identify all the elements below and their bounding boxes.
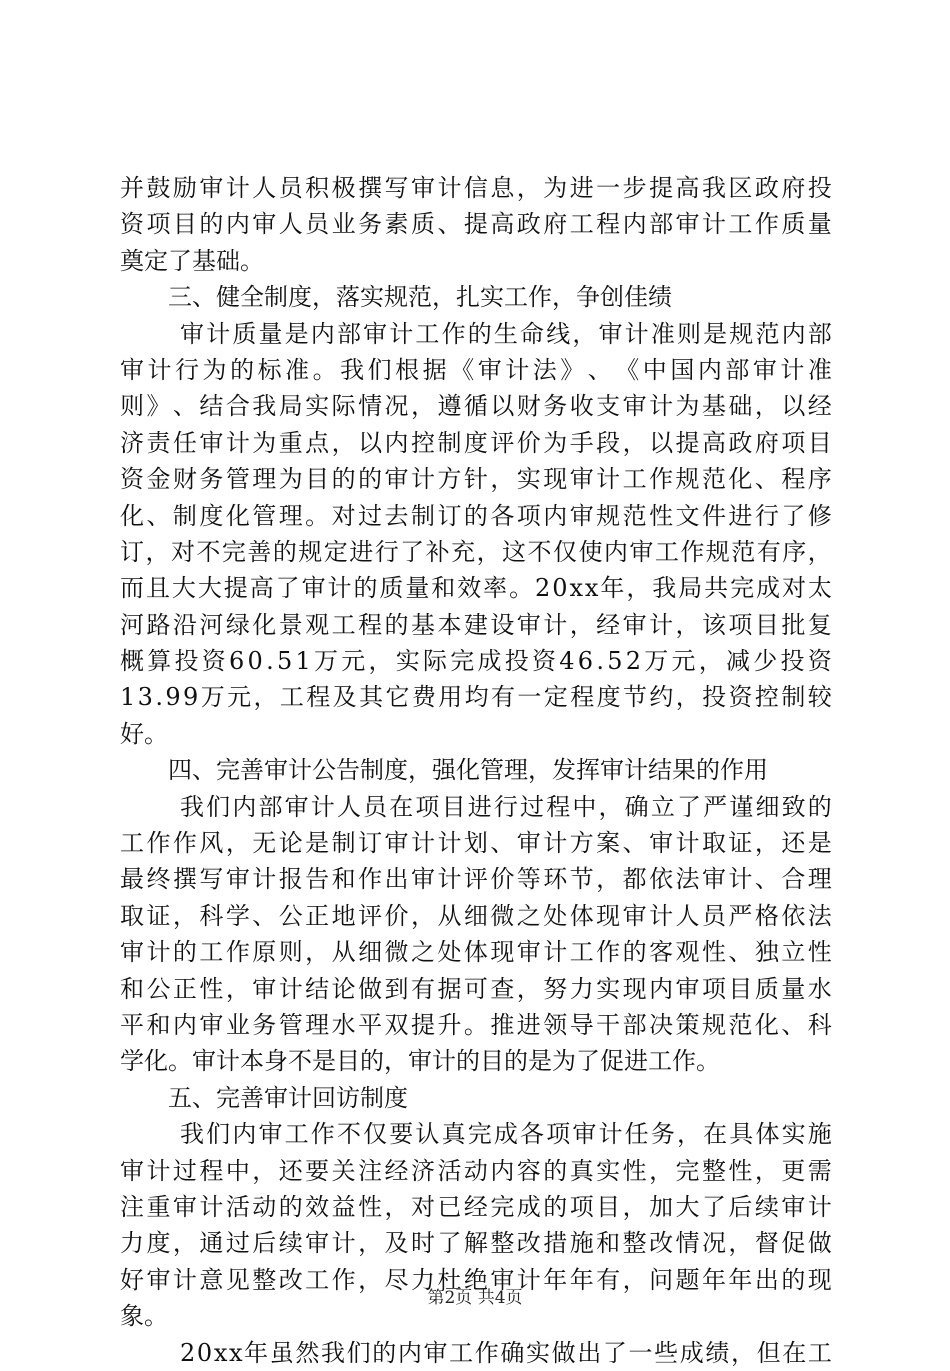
text-line: 学化。审计本身不是目的，审计的目的是为了促进工作。 [120,1047,720,1076]
section-heading [120,1080,832,1116]
document-body [120,170,832,1371]
text-line: 象。 [120,1302,168,1331]
text-line: 取 证 ， 科 学 、 公 正 地 评 价 ， 从 细 微 之 处 体 现 审 计 人 员 严 格 依 法 [120,901,832,930]
text-line: 审 计 行 为 的 标 准 。 我 们 根 据 《 审 计 法 》 、 《 中 国 内 部 审 计 准 [120,355,832,384]
paragraph [120,316,832,753]
text-line: 力 度 ， 通 过 后 续 审 计 ， 及 时 了 解 整 改 措 施 和 整 改 情 况 ， 督 促 做 [120,1229,832,1258]
text-line: 资 项 目 的 内 审 人 员 业 务 素 质 、 提 高 政 府 工 程 内 部 审 计 工 作 质 量 [120,210,832,239]
text-line: 我 们 内 部 审 计 人 员 在 项 目 进 行 过 程 中 ， 确 立 了 严 谨 细 致 的 [180,792,832,821]
section-heading [120,752,832,788]
text-line: 而 且 大 大 提 高 了 审 计 的 质 量 和 效 率 。 2 0 x x 年 ， 我 局 共 完 成 对 太 [120,574,832,603]
text-line: 审 计 质 量 是 内 部 审 计 工 作 的 生 命 线 ， 审 计 准 则 是 规 范 内 部 [180,319,832,348]
text-line: 化 、 制 度 化 管 理 。 对 过 去 制 订 的 各 项 内 审 规 范 性 文 件 进 行 了 修 [120,501,832,530]
section-heading [120,279,832,315]
paragraph [120,1335,832,1371]
text-line: 审 计 的 工 作 原 则 ， 从 细 微 之 处 体 现 审 计 工 作 的 客 观 性 、 独 立 性 [120,938,832,967]
text-line: 河 路 沿 河 绿 化 景 观 工 程 的 基 本 建 设 审 计 ， 经 审 计 ， 该 项 目 批 复 [120,610,832,639]
text-line: 和 公 正 性 ， 审 计 结 论 做 到 有 据 可 查 ， 努 力 实 现 内 审 项 目 质 量 水 [120,974,832,1003]
text-line: 审 计 过 程 中 ， 还 要 关 注 经 济 活 动 内 容 的 真 实 性 ， 完 整 性 ， 更 需 [120,1156,832,1185]
paragraph [120,170,832,279]
heading-line: 五、完善审计回访制度 [168,1083,408,1112]
heading-line: 三、健全制度，落实规范，扎实工作，争创佳绩 [168,283,672,312]
text-line: 概 算 投 资 6 0 . 5 1 万 元 ， 实 际 完 成 投 资 4 6 . 5 2 万 元 ， 减 少 投 资 [120,647,832,676]
text-line: 最 终 撰 写 审 计 报 告 和 作 出 审 计 评 价 等 环 节 ， 都 依 法 审 计 、 合 理 [120,865,832,894]
text-line: 2 0 x x 年 虽 然 我 们 的 内 审 工 作 确 实 做 出 了 一 些 成 绩 ， 但 在 工 [180,1338,832,1367]
text-line: 并 鼓 励 审 计 人 员 积 极 撰 写 审 计 信 息 ， 为 进 一 步 提 高 我 区 政 府 投 [120,174,832,202]
text-line: 则 》 、 结 合 我 局 实 际 情 况 ， 遵 循 以 财 务 收 支 审 计 为 基 础 ， 以 经 [120,392,832,421]
text-line: 1 3 . 9 9 万 元 ， 工 程 及 其 它 费 用 均 有 一 定 程 度 节 约 ， 投 资 控 制 较 [120,683,832,712]
text-line: 济 责 任 审 计 为 重 点 ， 以 内 控 制 度 评 价 为 手 段 ， 以 提 高 政 府 项 目 [120,428,832,457]
text-line: 奠定了基础。 [120,246,264,275]
text-line: 平 和 内 审 业 务 管 理 水 平 双 提 升 。 推 进 领 导 干 部 决 策 规 范 化 、 科 [120,1010,832,1039]
text-line: 工 作 作 风 ， 无 论 是 制 订 审 计 计 划 、 审 计 方 案 、 审 计 取 证 ， 还 是 [120,829,832,858]
text-line: 资 金 财 务 管 理 为 目 的 的 审 计 方 针 ， 实 现 审 计 工 作 规 范 化 、 程 序 [120,465,832,494]
paragraph [120,789,832,1080]
text-line: 我 们 内 审 工 作 不 仅 要 认 真 完 成 各 项 审 计 任 务 ， 在 具 体 实 施 [180,1120,832,1149]
text-line: 订 ， 对 不 完 善 的 规 定 进 行 了 补 充 ， 这 不 仅 使 内 审 工 作 规 范 有 序 ， [120,537,832,566]
page-footer: 第2页 共4页 [427,1288,523,1308]
text-line: 注 重 审 计 活 动 的 效 益 性 ， 对 已 经 完 成 的 项 目 ， 加 大 了 后 续 审 计 [120,1192,832,1221]
heading-line: 四、完善审计公告制度，强化管理，发挥审计结果的作用 [168,756,768,785]
text-line: 好 审 计 意 见 整 改 工 作 ， 尽 力 杜 绝 审 计 年 年 有 ， 问 题 年 年 出 的 现 [120,1265,832,1294]
text-line: 好。 [120,719,168,748]
